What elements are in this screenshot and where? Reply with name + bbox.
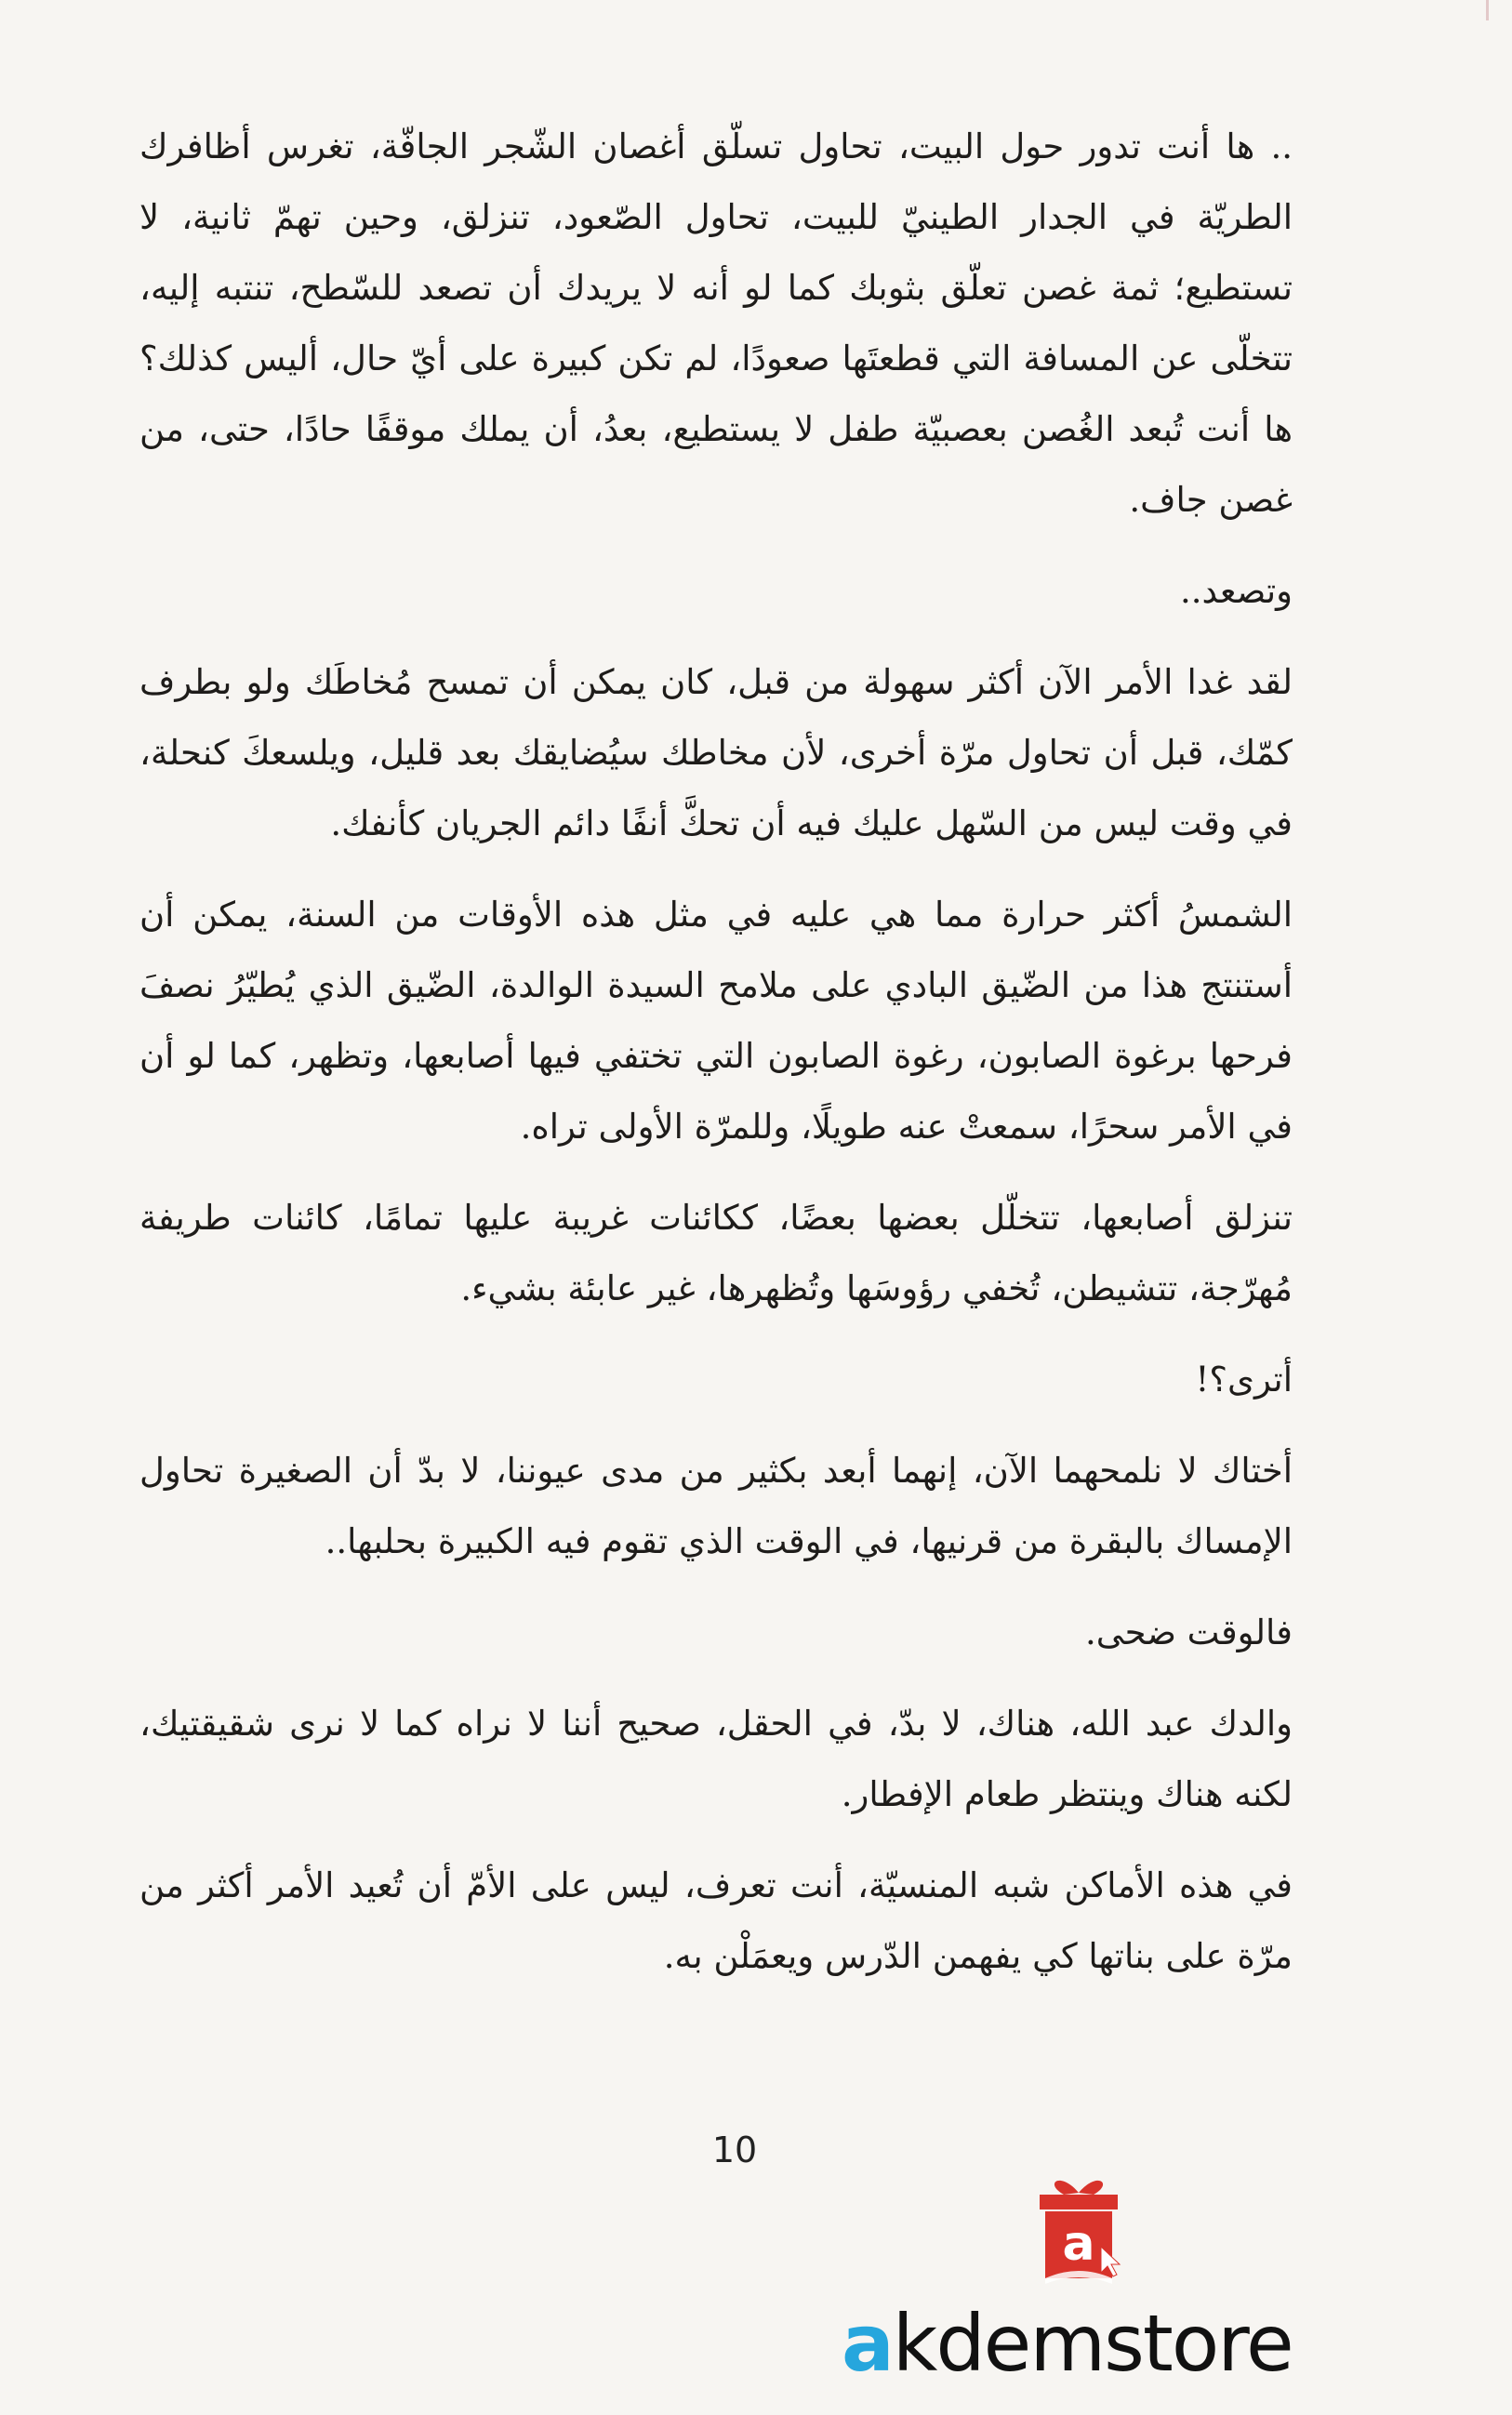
page-number: 10 xyxy=(711,2130,758,2170)
paragraph-5: تنزلق أصابعها، تتخلّل بعضها بعضًا، ككائنات غريبة عليها تمامًا، كائنات طريفة مُهرّجة، تتشيطن، تُخفي رؤوسَها وتُظهرها، غير عابئة بشيء. xyxy=(139,1198,1293,1308)
paragraph-1: .. ها أنت تدور حول البيت، تحاول تسلّق أغصان الشّجر الجافّة، تغرس أظافرك الطريّة في الجدار الطينيّ للبيت، تحاول الصّعود، تنزلق، وحين تهمّ ثانية، لا تستطيع؛ ثمة غصن تعلّق بثوبك كما لو أنه لا يريدك أن تصعد للسّطح، تنتبه إليه، تتخلّى عن المسافة التي قطعتَها صعودًا، لم تكن كبيرة على أيّ حال، أليس كذلك؟ ها أنت تُبعد الغُصن بعصبيّة طفل لا يستطيع، بعدُ، أن يملك موقفًا حادًا، حتى، من غصن جاف. xyxy=(139,126,1293,520)
paragraph-9: والدك عبد الله، هناك، لا بدّ، في الحقل، صحيح أننا لا نراه كما لا نرى شقيقتيك، لكنه هناك وينتظر طعام الإفطار. xyxy=(139,1704,1293,1814)
akdemstore-logo xyxy=(842,2167,1325,2390)
logo-wordmark-rest: kdemstore xyxy=(892,2298,1293,2389)
paragraph-3: لقد غدا الأمر الآن أكثر سهولة من قبل، كان يمكن أن تمسح مُخاطَك ولو بطرف كمّك، قبل أن تحاول مرّة أخرى، لأن مخاطك سيُضايقك بعد قليل، ويلسعكَ كنحلة، في وقت ليس من السّهل عليك فيه أن تحكَّ أنفًا دائم الجريان كأنفك. xyxy=(139,662,1293,843)
paragraph-8: فالوقت ضحى. xyxy=(1084,1612,1293,1652)
logo-wordmark xyxy=(842,2297,1325,2390)
paragraph-4: الشمسُ أكثر حرارة مما هي عليه في مثل هذه الأوقات من السنة، يمكن أن أستنتج هذا من الضّيق البادي على ملامح السيدة الوالدة، الضّيق الذي يُطيّرُ نصفَ فرحها برغوة الصابون، رغوة الصابون التي تختفي فيها أصابعها، وتظهر، كما لو أن في الأمر سحرًا، سمعتْ عنه طويلًا، وللمرّة الأولى تراه. xyxy=(139,895,1293,1147)
book-gift-icon xyxy=(1023,2167,1134,2297)
scan-edge-mark xyxy=(1486,0,1489,20)
page-body-text xyxy=(139,112,1293,2012)
paragraph-6: أترى؟! xyxy=(1195,1360,1293,1400)
paragraph-2: وتصعد.. xyxy=(1179,571,1293,611)
logo-letter-a: a xyxy=(842,2298,893,2389)
paragraph-7: أختاك لا نلمحهما الآن، إنهما أبعد بكثير من مدى عيوننا، لا بدّ أن الصغيرة تحاول الإمساك بالبقرة من قرنيها، في الوقت الذي تقوم فيه الكبيرة بحلبها.. xyxy=(139,1451,1293,1561)
paragraph-10: في هذه الأماكن شبه المنسيّة، أنت تعرف، ليس على الأمّ أن تُعيد الأمر أكثر من مرّة على بناتها كي يفهمن الدّرس ويعمَلْن به. xyxy=(139,1865,1293,1976)
logo-icon-letter: a xyxy=(1062,2216,1095,2272)
